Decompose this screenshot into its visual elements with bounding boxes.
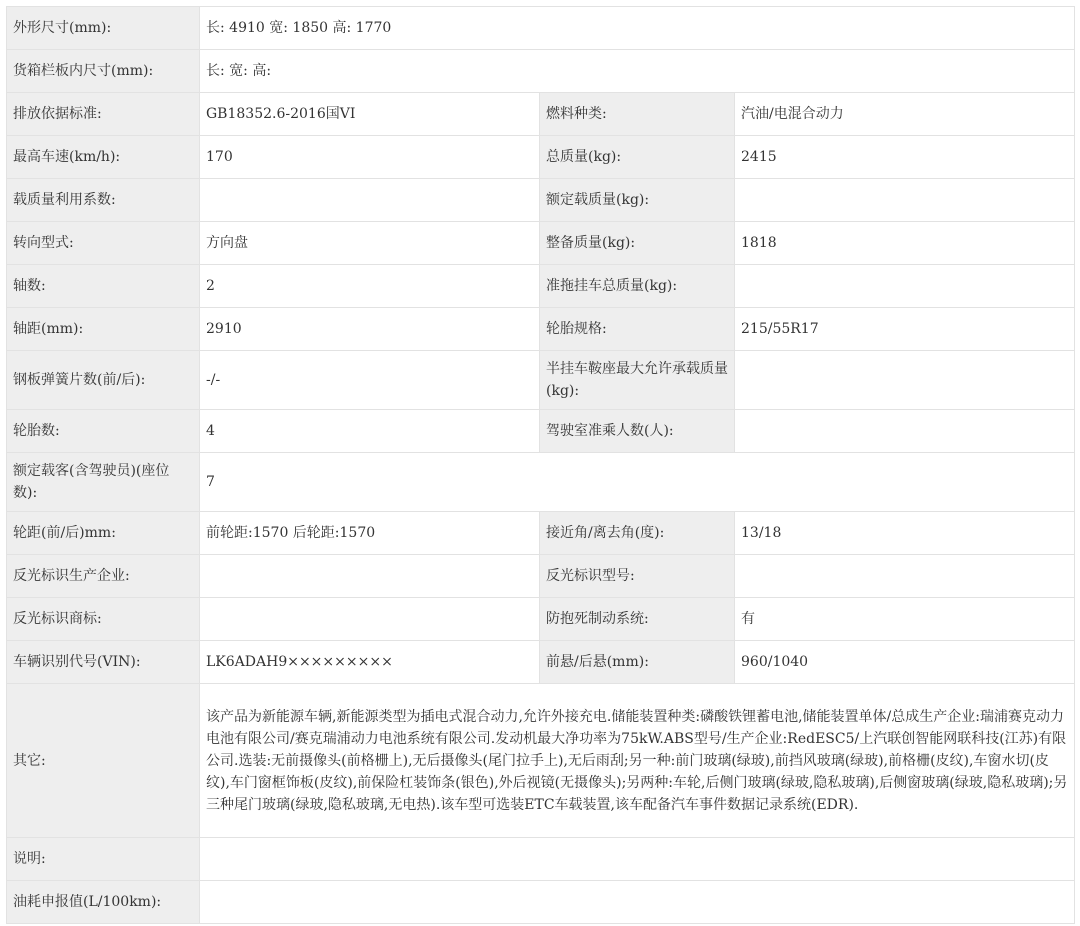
label-other: 其它: <box>7 684 200 838</box>
value-approach-departure: 13/18 <box>735 512 1075 555</box>
table-row <box>7 512 1075 555</box>
label-steering-type: 转向型式: <box>7 222 200 265</box>
value-wheelbase: 2910 <box>200 308 540 351</box>
label-fuel-type: 燃料种类: <box>540 93 735 136</box>
value-tire-count: 4 <box>200 410 540 453</box>
label-overall-dimensions: 外形尺寸(mm): <box>7 7 200 50</box>
label-reflector-brand: 反光标识商标: <box>7 598 200 641</box>
value-reflector-brand <box>200 598 540 641</box>
label-notes: 说明: <box>7 838 200 881</box>
value-max-speed: 170 <box>200 136 540 179</box>
label-reflector-maker: 反光标识生产企业: <box>7 555 200 598</box>
value-track-width: 前轮距:1570 后轮距:1570 <box>200 512 540 555</box>
label-rated-load: 额定载质量(kg): <box>540 179 735 222</box>
table-row <box>7 179 1075 222</box>
label-cargo-box-dimensions: 货箱栏板内尺寸(mm): <box>7 50 200 93</box>
value-load-utilization <box>200 179 540 222</box>
table-row <box>7 641 1075 684</box>
spec-table <box>6 6 1075 924</box>
label-overhang: 前悬/后悬(mm): <box>540 641 735 684</box>
value-leaf-springs: -/- <box>200 351 540 410</box>
value-fuel-consumption <box>200 881 1075 924</box>
table-row <box>7 453 1075 512</box>
label-reflector-model: 反光标识型号: <box>540 555 735 598</box>
label-trailer-mass: 准拖挂车总质量(kg): <box>540 265 735 308</box>
table-row <box>7 222 1075 265</box>
table-row <box>7 265 1075 308</box>
label-gross-mass: 总质量(kg): <box>540 136 735 179</box>
label-fifth-wheel-load: 半挂车鞍座最大允许承载质量(kg): <box>540 351 735 410</box>
value-cargo-box-dimensions: 长: 宽: 高: <box>200 50 1075 93</box>
label-axle-count: 轴数: <box>7 265 200 308</box>
value-rated-passengers: 7 <box>200 453 1075 512</box>
table-row <box>7 93 1075 136</box>
label-max-speed: 最高车速(km/h): <box>7 136 200 179</box>
label-tire-spec: 轮胎规格: <box>540 308 735 351</box>
value-reflector-model <box>735 555 1075 598</box>
label-tire-count: 轮胎数: <box>7 410 200 453</box>
table-row <box>7 838 1075 881</box>
label-abs: 防抱死制动系统: <box>540 598 735 641</box>
label-wheelbase: 轴距(mm): <box>7 308 200 351</box>
value-abs: 有 <box>735 598 1075 641</box>
value-fuel-type: 汽油/电混合动力 <box>735 93 1075 136</box>
vehicle-spec-sheet <box>6 6 1074 924</box>
table-row <box>7 308 1075 351</box>
value-vin: LK6ADAH9××××××××× <box>200 641 540 684</box>
table-row <box>7 555 1075 598</box>
table-row <box>7 598 1075 641</box>
value-tire-spec: 215/55R17 <box>735 308 1075 351</box>
value-reflector-maker <box>200 555 540 598</box>
value-emission-standard: GB18352.6-2016国VI <box>200 93 540 136</box>
value-notes <box>200 838 1075 881</box>
value-overhang: 960/1040 <box>735 641 1075 684</box>
label-fuel-consumption: 油耗申报值(L/100km): <box>7 881 200 924</box>
value-steering-type: 方向盘 <box>200 222 540 265</box>
label-emission-standard: 排放依据标准: <box>7 93 200 136</box>
label-cab-capacity: 驾驶室准乘人数(人): <box>540 410 735 453</box>
table-row <box>7 50 1075 93</box>
label-vin: 车辆识别代号(VIN): <box>7 641 200 684</box>
value-overall-dimensions: 长: 4910 宽: 1850 高: 1770 <box>200 7 1075 50</box>
table-row <box>7 7 1075 50</box>
label-track-width: 轮距(前/后)mm: <box>7 512 200 555</box>
label-leaf-springs: 钢板弹簧片数(前/后): <box>7 351 200 410</box>
table-row <box>7 351 1075 410</box>
value-rated-load <box>735 179 1075 222</box>
table-row <box>7 410 1075 453</box>
table-row <box>7 136 1075 179</box>
table-row <box>7 684 1075 838</box>
value-trailer-mass <box>735 265 1075 308</box>
table-row <box>7 881 1075 924</box>
value-curb-weight: 1818 <box>735 222 1075 265</box>
value-gross-mass: 2415 <box>735 136 1075 179</box>
label-approach-departure: 接近角/离去角(度): <box>540 512 735 555</box>
label-load-utilization: 载质量利用系数: <box>7 179 200 222</box>
value-cab-capacity <box>735 410 1075 453</box>
value-fifth-wheel-load <box>735 351 1075 410</box>
label-curb-weight: 整备质量(kg): <box>540 222 735 265</box>
value-axle-count: 2 <box>200 265 540 308</box>
value-other: 该产品为新能源车辆,新能源类型为插电式混合动力,允许外接充电.储能装置种类:磷酸铁锂蓄电池,储能装置单体/总成生产企业:瑞浦赛克动力电池有限公司/赛克瑞浦动力电池系统有限公司.发动机最大净功率为75kW.ABS型号/生产企业:RedESC5/上汽联创智能网联科技(江苏)有限公司.选装:无前摄像头(前格栅上),无后摄像头(尾门拉手上),无后雨刮;另一种:前门玻璃(绿玻),前挡风玻璃(绿玻),前格栅(皮纹),车窗水切(皮纹),车门窗框饰板(皮纹),前保险杠装饰条(银色),外后视镜(无摄像头);另两种:车轮,后侧门玻璃(绿玻,隐私玻璃),后侧窗玻璃(绿玻,隐私玻璃);另三种尾门玻璃(绿玻,隐私玻璃,无电热).该车型可选装ETC车载装置,该车配备汽车事件数据记录系统(EDR). <box>200 684 1075 838</box>
label-rated-passengers: 额定载客(含驾驶员)(座位数): <box>7 453 200 512</box>
